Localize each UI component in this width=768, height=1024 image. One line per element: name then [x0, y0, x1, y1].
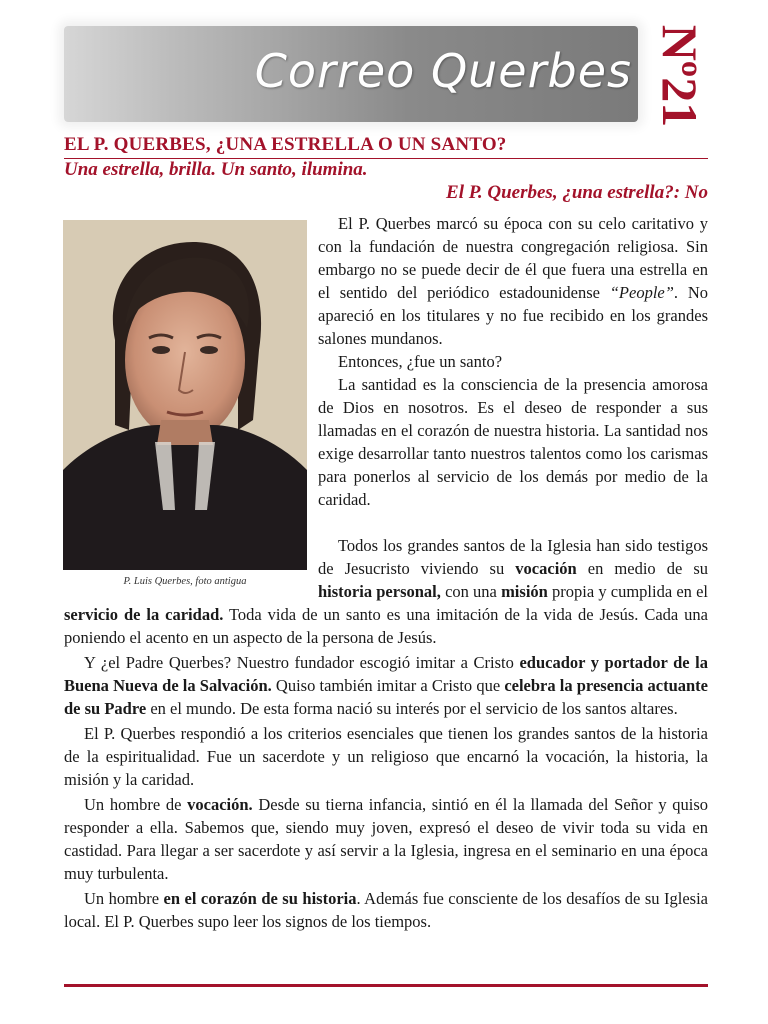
p1-text-a: El P. Querbes marcó su época con su celo caritativo y con la fundación de nuestra congregación religiosa. Sin embargo no se puede decir de él que fuera una estrella en el sentido del periódico estadounidense — [318, 214, 708, 302]
p5-text-a: Y ¿el Padre Querbes? Nuestro fundador escogió imitar a Cristo — [84, 653, 520, 672]
paragraph-3: La santidad es la consciencia de la presencia amorosa de Dios en nosotros. Es el deseo de responder a sus llamadas en el corazón de nuestra historia. La santidad nos exige desarrollar tanto nuestros talentos como los carismas para ponerlos al servicio de los demás por medio de la caridad. — [318, 375, 708, 509]
photo-clearance — [64, 534, 318, 603]
p4-text-c: con una — [440, 582, 502, 601]
p5-educador: educador y portador de la Buena Nueva de la Salvación. — [64, 653, 708, 695]
article-headline: EL P. QUERBES, ¿UNA ESTRELLA O UN SANTO? — [64, 134, 507, 155]
p4-mision: misión — [501, 582, 548, 601]
p4-historia: historia personal, — [318, 582, 441, 601]
p4-text-a: Todos los grandes santos de la Iglesia han sido testigos de Jesucristo viviendo su — [318, 536, 708, 578]
p4-text-e: Toda vida de un santo es una imitación de la vida de Jesús. Cada una poniendo el acento en un aspecto de la persona de Jesús. — [64, 605, 708, 647]
paragraph-1 — [318, 212, 708, 350]
portrait-photo — [63, 220, 307, 570]
article-subhead-2: El P. Querbes, ¿una estrella?: No — [446, 182, 708, 203]
issue-number-label: Nº21 — [652, 24, 708, 128]
p4-servicio: servicio de la caridad. — [64, 605, 224, 624]
p4-text-b: en medio de su — [576, 559, 709, 578]
article-column-text — [318, 212, 708, 511]
p4-text-d: propia y cumplida en el — [547, 582, 708, 601]
portrait-illustration — [63, 220, 307, 570]
paragraph-8 — [64, 887, 708, 933]
article-body-text — [64, 534, 708, 933]
paragraph-6: El P. Querbes respondió a los criterios esenciales que tienen los grandes santos de la historia de la espiritualidad. Fue un sacerdote y un religioso que encarnó la vocación, la historia, la misión y la caridad. — [64, 724, 708, 789]
p4-vocacion: vocación — [515, 559, 577, 578]
p8-corazon: en el corazón de su historia — [163, 889, 357, 908]
p5-text-c: en el mundo. De esta forma nació su interés por el servicio de los santos altares. — [146, 699, 678, 718]
p7-vocacion: vocación. — [187, 795, 253, 814]
masthead — [64, 26, 638, 122]
p5-text-b: Quiso también imitar a Cristo que — [271, 676, 505, 695]
p5-celebra: celebra la presencia actuante de su Padre — [64, 676, 709, 718]
masthead-title: Correo Querbes — [254, 44, 632, 98]
p8-text-b: . Además fue consciente de los desafíos de su Iglesia local. El P. Querbes supo leer los signos de los tiempos. — [64, 889, 708, 931]
paragraph-7 — [64, 793, 708, 885]
issue-number — [650, 24, 710, 128]
p7-text-a: Un hombre de — [84, 795, 188, 814]
photo-caption: P. Luis Querbes, foto antigua — [123, 576, 247, 587]
article-subhead-1: Una estrella, brilla. Un santo, ilumina. — [64, 159, 368, 180]
footer-rule — [64, 984, 708, 987]
p1-people: “People” — [609, 283, 674, 302]
paragraph-2: Entonces, ¿fue un santo? — [338, 352, 503, 371]
p8-text-a: Un hombre — [84, 889, 164, 908]
paragraph-5 — [64, 651, 708, 720]
p1-text-b: . No apareció en los titulares y no fue recibido en los grandes salones mundanos. — [318, 283, 708, 348]
p7-text-b: Desde su tierna infancia, sintió en él la llamada del Señor y quiso responder a ella. Sabemos que, siendo muy joven, expresó el deseo de vivir toda su vida en castidad. Para llegar a ser sacerdote y así servir a la Iglesia, ingresa en el seminario en una época muy turbulenta. — [64, 795, 708, 883]
